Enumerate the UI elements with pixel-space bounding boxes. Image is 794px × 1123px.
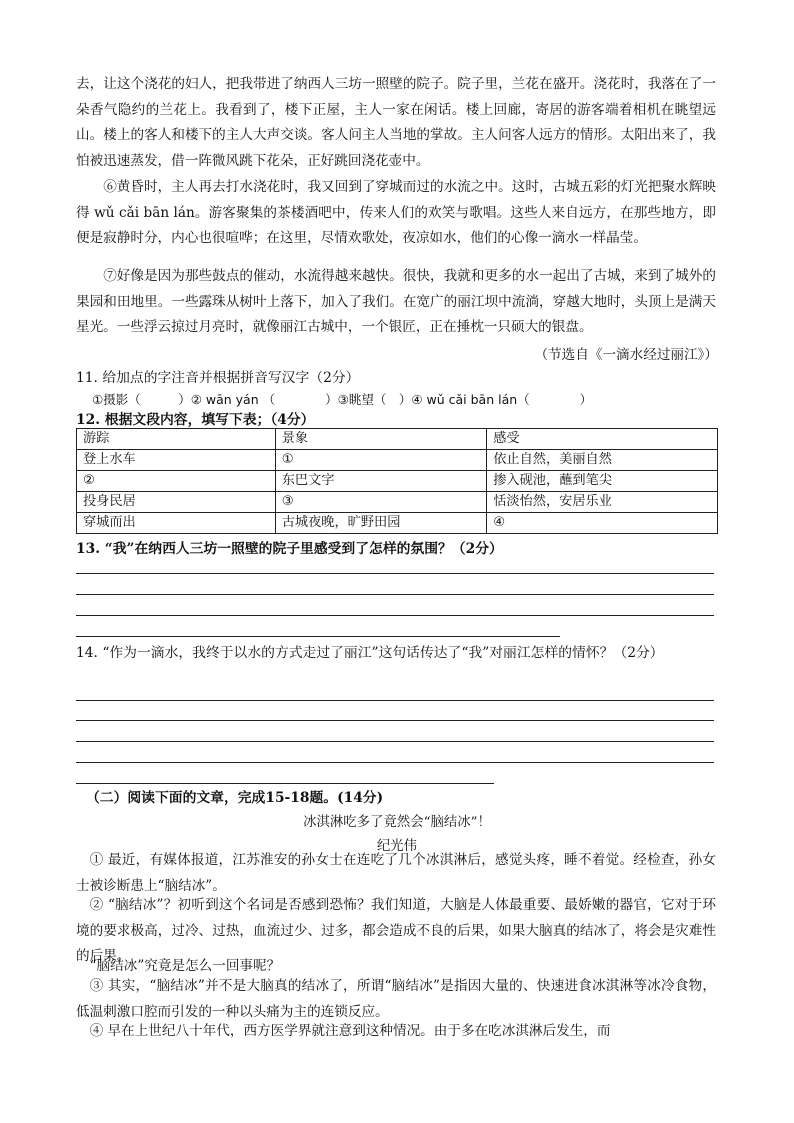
article-paragraph-4: ④ 早在上世纪八十年代，西方医学界就注意到这种情况。由于多在吃冰淇淋后发生，而 <box>89 1023 611 1039</box>
question-14: 14. “作为一滴水，我终于以水的方式走过了丽江”这句话传达了“我”对丽江怎样的情怀？（2分） <box>76 645 664 661</box>
passage-paragraph-5: 去，让这个浇花的妇人，把我带进了纳西人三坊一照壁的院子。院子里，兰花在盛开。浇花时，我落在了一朵香气隐约的兰花上。我看到了，楼下正屋，主人一家在闲话。楼上回廊，寄居的游客端着相机在眺望远山。楼上的客人和楼下的主人大声交谈。客人问主人当地的掌故。主人问客人远方的情形。太阳出来了，我怕被迅速蒸发，借一阵微风跳下花朵，正好跳回浇花壶中。 <box>76 76 716 169</box>
table-header-cell: 游踪 <box>77 429 276 450</box>
passage-paragraph-7: ⑦好像是因为那些鼓点的催动，水流得越来越快。很快，我就和更多的水一起出了古城，来到了城外的果园和田地里。一些露珠从树叶上落下，加入了我们。在宽广的丽江坝中流淌，穿越大地时，头顶上是满天星光。一些浮云掠过月亮时，就像丽江古城中，一个银匠，正在捶枕一只硕大的银盘。 <box>76 268 716 335</box>
table-cell: 东巴文字 <box>275 471 487 492</box>
table-cell: ① <box>275 450 487 471</box>
question-13: 13. “我”在纳西人三坊一照壁的院子里感受到了怎样的氛围？（2分） <box>76 541 503 557</box>
table-row <box>77 513 718 534</box>
trip-table <box>76 428 718 534</box>
table-cell: 投身民居 <box>77 492 276 513</box>
table-cell: 穿城而出 <box>77 513 276 534</box>
article-question-line: “脑结冰”究竟是怎么一回事呢？ <box>89 958 281 974</box>
article-paragraph-1: ① 最近，有媒体报道，江苏淮安的孙女士在连吃了几个冰淇淋后，感觉头疼，睡不着觉。经检查，孙女士被诊断患上“脑结冰”。 <box>76 852 716 894</box>
answer-line[interactable] <box>76 573 714 574</box>
article-author: 纪光伟 <box>376 839 418 854</box>
table-cell: 恬淡怡然，安居乐业 <box>487 492 718 513</box>
answer-line[interactable] <box>76 741 714 742</box>
answer-line[interactable] <box>76 700 714 701</box>
table-cell: 掺入砚池，蘸到笔尖 <box>487 471 718 492</box>
answer-line[interactable] <box>76 783 494 784</box>
article-paragraph-3: ③ 其实，“脑结冰”并不是大脑真的结冰了，所谓“脑结冰”是指因大量的、快速进食冰淇淋等冰冷食物，低温刺激口腔而引发的一种以头痛为主的连锁反应。 <box>76 978 716 1020</box>
answer-line[interactable] <box>76 615 714 616</box>
table-row <box>77 471 718 492</box>
passage-paragraph-6: ⑥黄昏时，主人再去打水浇花时，我又回到了穿城而过的水流之中。这时，古城五彩的灯光把聚水辉映得 wǔ cǎi bān lán。游客聚集的茶楼酒吧中，传来人们的欢笑与歌唱。这些人来自远方，在那些地方，即便是寂静时分，内心也很喧哗；在这里，尽情欢歌处，夜凉如水，他们的心像一滴水一样晶莹。 <box>76 179 716 246</box>
answer-line[interactable] <box>76 762 714 763</box>
section-2-heading: （二）阅读下面的文章，完成15-18题。(14分) <box>86 790 384 806</box>
table-cell: ④ <box>487 513 718 534</box>
answer-line[interactable] <box>76 636 560 637</box>
passage-source: （节选自《一滴水经过丽江》） <box>534 347 718 363</box>
table-cell: 古城夜晚，旷野田园 <box>275 513 487 534</box>
answer-line[interactable] <box>76 594 714 595</box>
table-row <box>77 492 718 513</box>
answer-line[interactable] <box>76 720 714 721</box>
table-header-cell: 景象 <box>275 429 487 450</box>
question-12: 12. 根据文段内容，填写下表；（4分） <box>76 412 315 428</box>
table-cell: 登上水车 <box>77 450 276 471</box>
table-row <box>77 450 718 471</box>
article-title: 冰淇淋吃多了竟然会“脑结冰”！ <box>303 815 491 830</box>
article-paragraph-2: ② “脑结冰”？初听到这个名词是否感到恐怖？我们知道，大脑是人体最重要、最娇嫩的器官，它对于环境的要求极高，过冷、过热，血流过少、过多，都会造成不良的后果，如果大脑真的结冰了，将会是灾难性的后果。 <box>76 897 716 964</box>
table-header-cell: 感受 <box>487 429 718 450</box>
table-header-row <box>77 429 718 450</box>
table-cell: 依止自然，美丽自然 <box>487 450 718 471</box>
question-11-items: ①摄影（ ）② wān yán （ ）③眺望（ ）④ wǔ cǎi bān lán（ ） <box>92 392 593 407</box>
table-cell: ③ <box>275 492 487 513</box>
question-11: 11. 给加点的字注音并根据拼音写汉字（2分） <box>76 370 360 386</box>
table-cell: ② <box>77 471 276 492</box>
